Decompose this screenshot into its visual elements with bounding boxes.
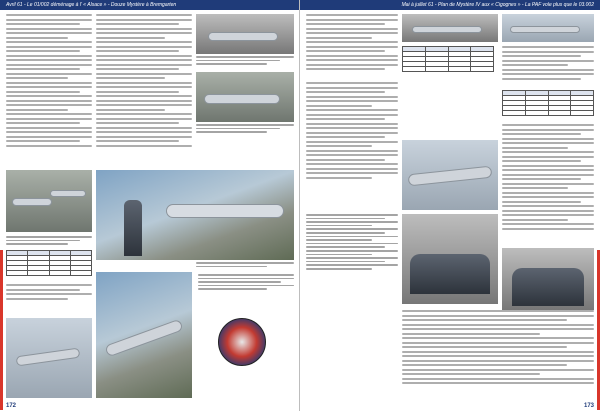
- right-left-column-text: [306, 14, 398, 78]
- photo-mystere-flight: [6, 318, 92, 398]
- pilot-figure: [124, 200, 142, 256]
- page-number-left: 172: [6, 403, 17, 409]
- jet-silhouette: [16, 348, 81, 367]
- photo-caption: [196, 124, 294, 135]
- photo-caption: [6, 236, 92, 247]
- middle-column-text: [96, 14, 192, 164]
- right-page: [300, 0, 600, 411]
- page-number-right: 173: [583, 403, 594, 409]
- photo-mystere-hangar: [196, 14, 294, 54]
- photo-pilot-cockpit: [96, 170, 294, 260]
- jet-silhouette: [204, 94, 280, 104]
- left-column-text-2: [6, 284, 92, 314]
- photo-group-pilots: [402, 214, 498, 304]
- photo-jets-grass: [6, 170, 92, 232]
- jet-silhouette: [408, 166, 493, 187]
- photo-mystere-inflight: [402, 140, 498, 210]
- right-top-right-text: [502, 46, 594, 86]
- right-column-text: [502, 124, 594, 244]
- left-page-header: Avril 61 - Le 01/002 déménage à l' « Alsace » - Douze Mystère à Bremgarten: [0, 0, 300, 10]
- jet-silhouette: [166, 204, 284, 218]
- photo-mystere-parked: [196, 72, 294, 122]
- stats-table-left: [6, 250, 92, 276]
- jet-silhouette: [12, 198, 52, 206]
- stats-table-right-top: [402, 46, 494, 72]
- people-group: [410, 254, 490, 294]
- crew-list: [306, 214, 398, 272]
- photo-mystere-runway: [502, 14, 594, 42]
- people-group: [512, 268, 584, 306]
- jet-silhouette: [510, 26, 580, 33]
- jet-silhouette: [50, 190, 86, 197]
- jet-silhouette: [208, 32, 278, 41]
- jet-silhouette: [104, 319, 183, 358]
- right-middle-text: [306, 82, 398, 192]
- left-column-text: [6, 14, 92, 164]
- photo-caption: [196, 56, 294, 67]
- red-margin-sidebar-left: [0, 250, 3, 410]
- stats-table-right-middle: [502, 90, 594, 116]
- photo-mystere-tarmac: [96, 272, 192, 398]
- photo-mystere-formation: [402, 14, 498, 42]
- jet-silhouette: [412, 26, 482, 33]
- right-bottom-text: [402, 310, 594, 394]
- photo-pilots-portrait: [502, 248, 594, 310]
- right-page-header: Mai à juillet 61 - Plan de Mystère IV aux « Cigognes » - La PAF vole plus que le 03.002: [300, 0, 600, 10]
- photo-caption: [198, 274, 294, 292]
- photo-caption: [196, 262, 294, 269]
- squadron-patch-icon: [218, 318, 266, 366]
